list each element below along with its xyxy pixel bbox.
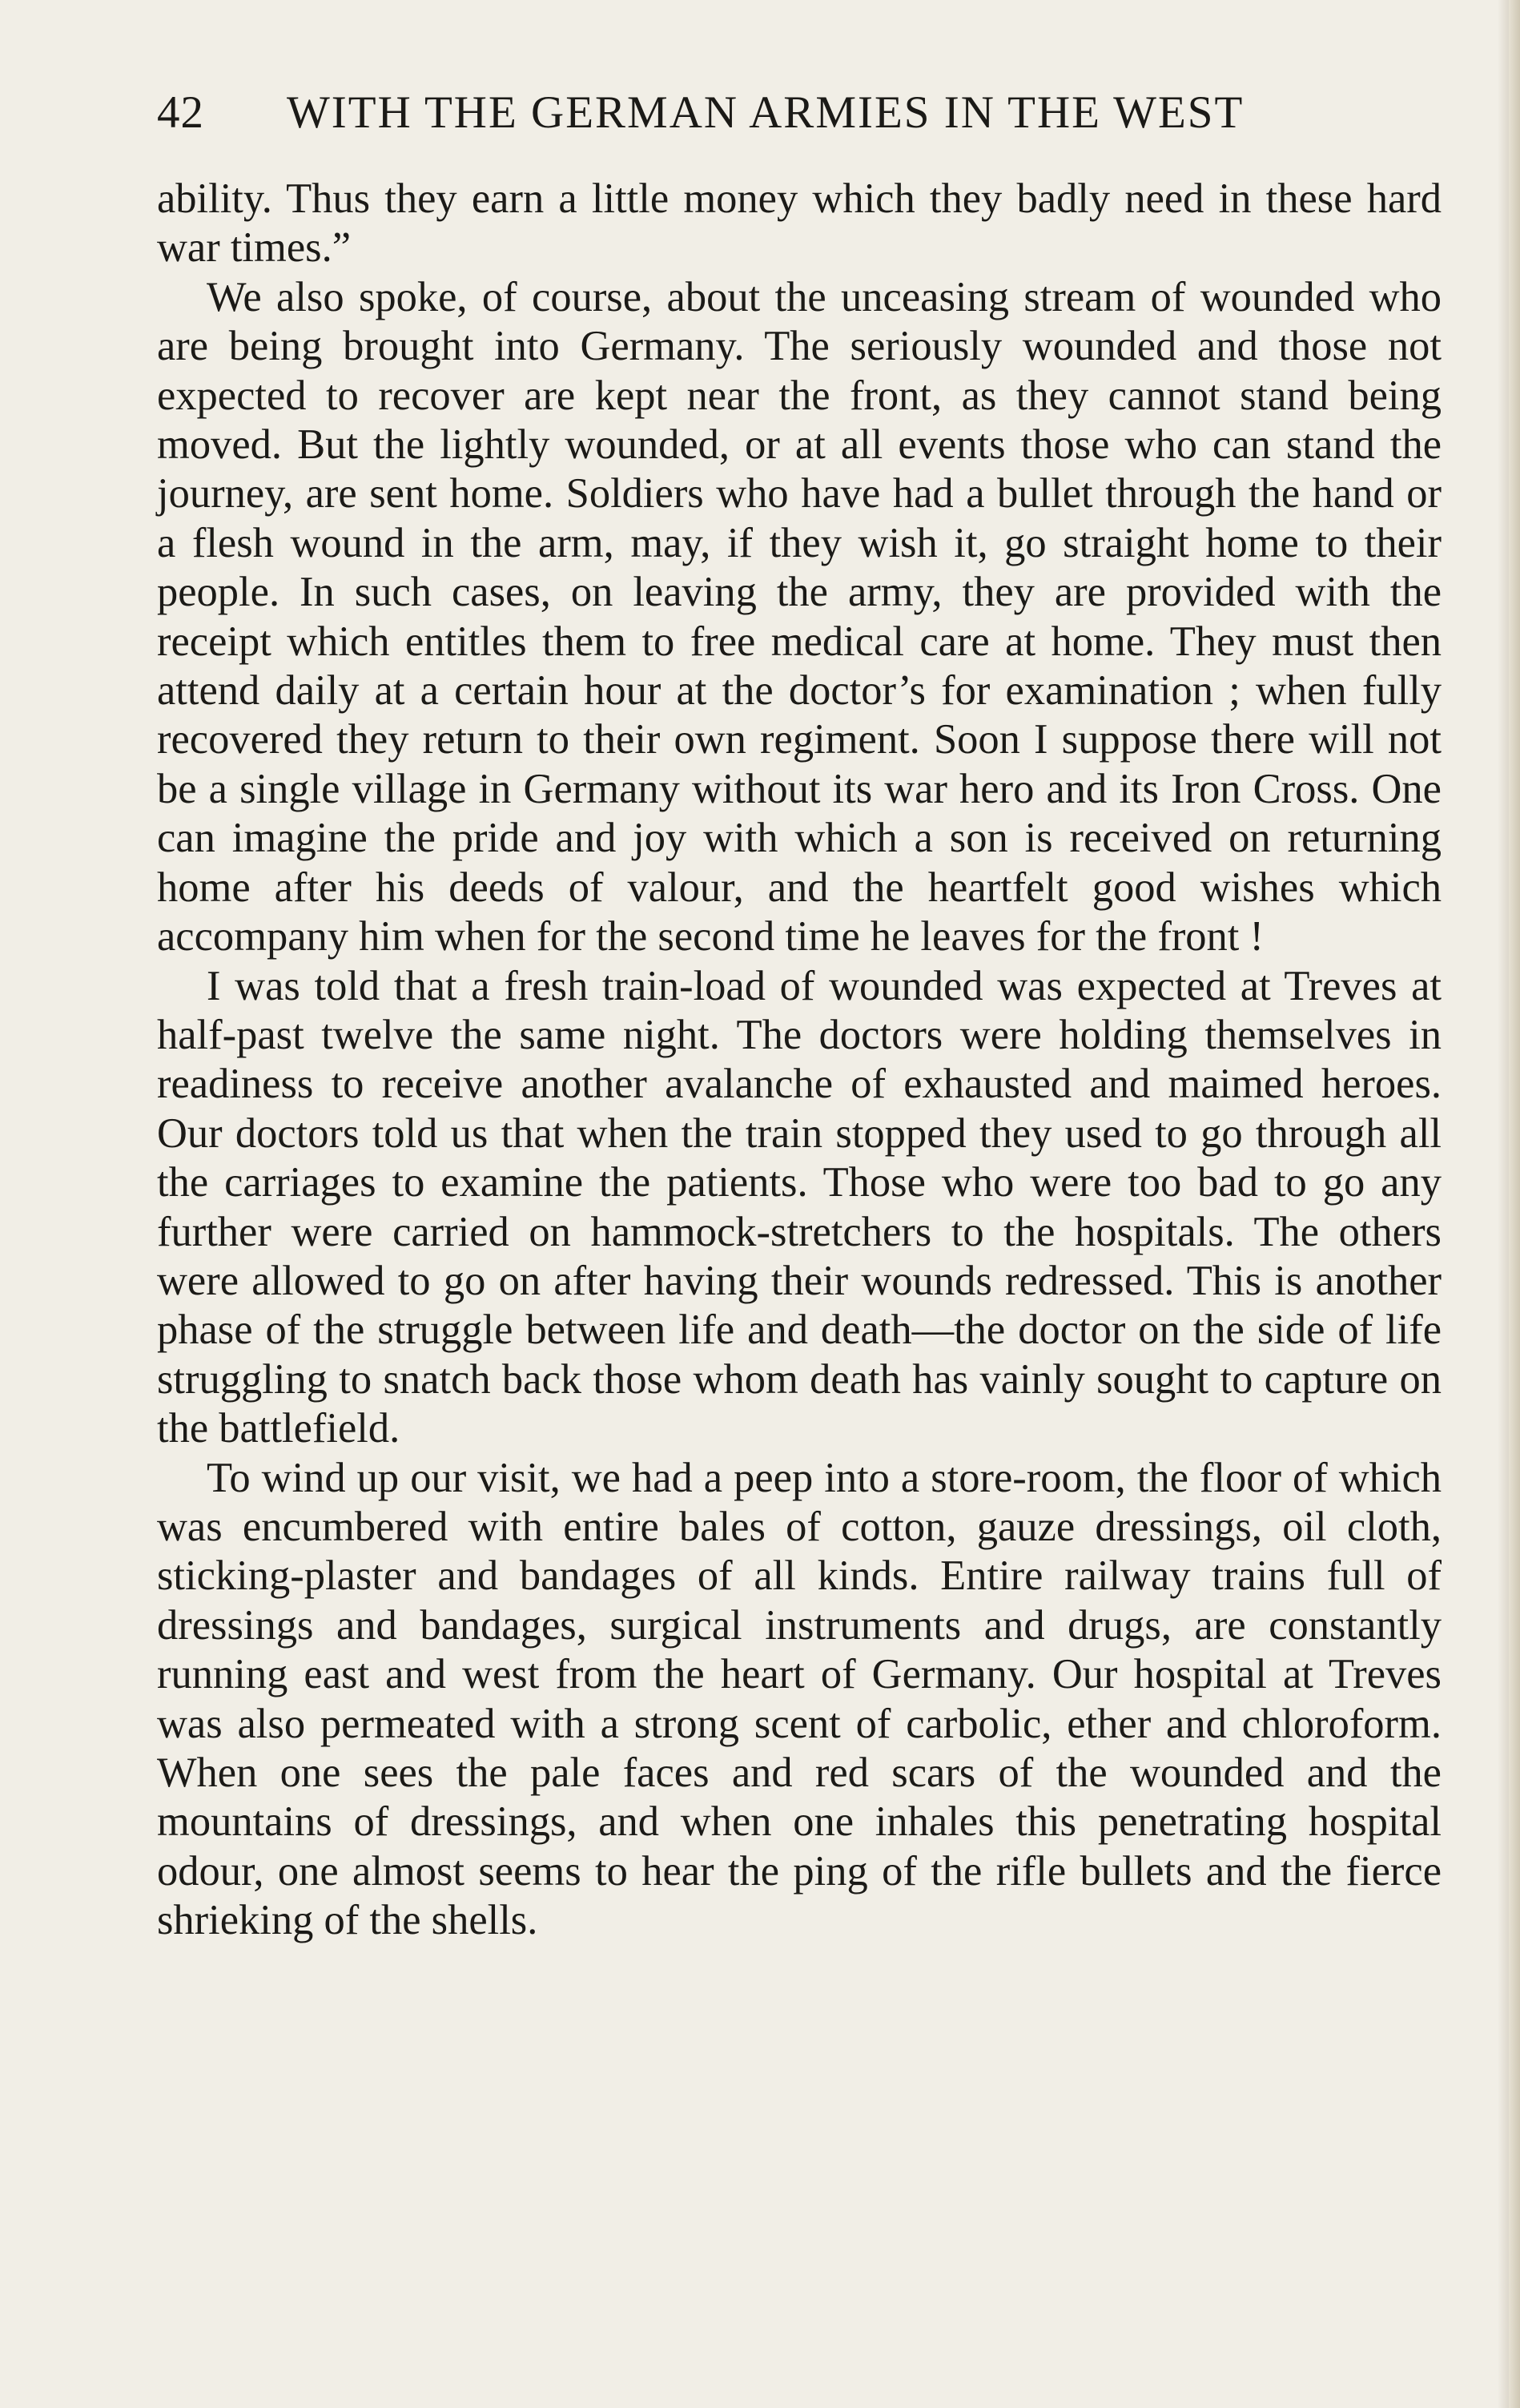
page-edge-shadow [1509,0,1520,2408]
paragraph-1: ability. Thus they earn a little money which they badly need in these hard war times.” [157,175,1442,272]
running-title: WITH THE GERMAN ARMIES IN THE WEST [287,87,1245,138]
paragraph-4: To wind up our visit, we had a peep into a store-room, the floor of which was encumbered with entire bales of cotton, gauze dressings, oil cloth, sticking-plaster and bandages of all kinds. Entire railway trains full of dressings and bandages, surgical instruments and drugs, are constantly running east and west from the heart of Germany. Our hospital at Treves was also permeated with a strong scent of carbolic, ether and chloroform. When one sees the pale faces and red scars of the wounded and the mountains of dressings, and when one inhales this penetrating hospital odour, one almost seems to hear the ping of the rifle bullets and the fierce shrieking of the shells. [157,1454,1442,1944]
page-number: 42 [157,87,204,138]
running-header [157,87,1442,151]
paragraph-3: I was told that a fresh train-load of wounded was expected at Treves at half-past twelve the same night. The doctors were holding themselves in readiness to receive another avalanche of exhausted and maimed heroes. Our doctors told us that when the train stopped they used to go through all the carriages to examine the patients. Those who were too bad to go any further were carried on hammock-stretchers to the hospitals. The others were allowed to go on after having their wounds redressed. This is another phase of the struggle between life and death—the doctor on the side of life struggling to snatch back those whom death has vainly sought to capture on the battlefield. [157,962,1442,1452]
paragraph-2: We also spoke, of course, about the unceasing stream of wounded who are being brought into Germany. The seriously wounded and those not expected to recover are kept near the front, as they cannot stand being moved. But the lightly wounded, or at all events those who can stand the journey, are sent home. Soldiers who have had a bullet through the hand or a flesh wound in the arm, may, if they wish it, go straight home to their people. In such cases, on leaving the army, they are provided with the receipt which entitles them to free medical care at home. They must then attend daily at a certain hour at the doctor’s for examination ; when fully recovered they return to their own regiment. Soon I suppose there will not be a single village in Germany without its war hero and its Iron Cross. One can imagine the pride and joy with which a son is received on returning home after his deeds of valour, and the heartfelt good wishes which accompany him when for the second time he leaves for the front ! [157,273,1442,960]
body-text [157,175,1442,1946]
